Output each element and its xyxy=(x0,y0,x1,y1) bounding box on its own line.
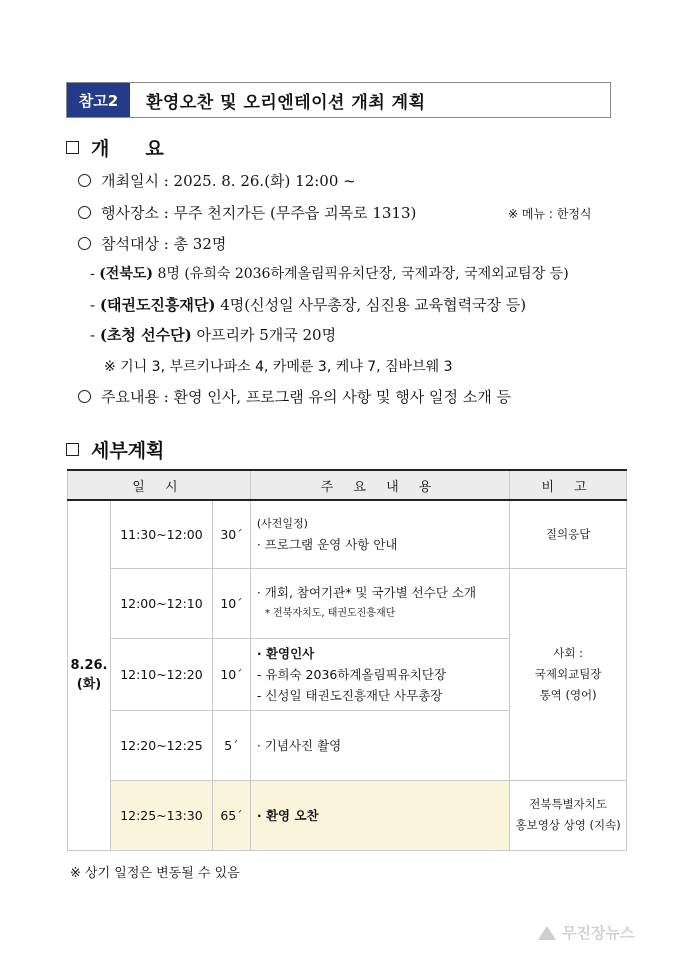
table-row: 12:10~12:20 10´ · 환영인사 - 유희숙 2036하계올림픽유치단장 - 신성일 태권도진흥재단 사무총장 xyxy=(68,638,627,710)
mountain-logo-icon xyxy=(538,926,556,940)
countries-breakdown: ※ 기니 3, 부르키나파소 4, 카메룬 3, 케냐 7, 짐바브웨 3 xyxy=(104,359,453,375)
attendees-athletes: - (초청 선수단) 아프리카 5개국 20명 xyxy=(90,326,337,344)
overview-date: 개최일시 : 2025. 8. 26.(화) 12:00 ~ xyxy=(78,170,356,191)
table-row: 12:20~12:25 5´ · 기념사진 촬영 xyxy=(68,710,627,780)
table-row-highlight: 12:25~13:30 65´ · 환영 오찬 전북특별자치도 홍보영상 상영 (지속) xyxy=(68,780,627,850)
date-cell: 8.26. (화) xyxy=(68,500,111,850)
watermark: 무진장뉴스 xyxy=(538,922,634,943)
shared-note-cell: 사회 : 국제외교팀장 통역 (영어) xyxy=(510,568,627,780)
menu-note: ※ 메뉴 : 한정식 xyxy=(508,207,592,221)
attendees-jeonbuk: - (전북도) 8명 (유희숙 2036하계올림픽유치단장, 국제과장, 국제외교팀장 등) xyxy=(90,266,569,282)
overview-heading: 개요 xyxy=(66,134,200,161)
table-header-row xyxy=(68,470,627,500)
schedule-table xyxy=(67,469,627,851)
footnote: ※ 상기 일정은 변동될 수 있음 xyxy=(70,866,240,881)
detail-heading: 세부계획 xyxy=(66,436,164,463)
col-content-header: 주 요 내 용 xyxy=(250,470,509,500)
square-bullet-icon xyxy=(66,443,79,456)
square-bullet-icon xyxy=(66,141,79,154)
reference-tag: 참고2 xyxy=(67,83,130,117)
overview-attendees: 참석대상 : 총 32명 xyxy=(78,233,226,254)
circle-bullet-icon xyxy=(78,237,91,250)
table-row: 12:00~12:10 10´ · 개회, 참여기관* 및 국가별 선수단 소개 * 전북자치도, 태권도진흥재단 사회 : 국제외교팀장 통역 (영어) xyxy=(68,568,627,638)
overview-content: 주요내용 : 환영 인사, 프로그램 유의 사항 및 행사 일정 소개 등 xyxy=(78,386,511,407)
reference-header xyxy=(66,82,611,118)
circle-bullet-icon xyxy=(78,390,91,403)
circle-bullet-icon xyxy=(78,206,91,219)
overview-venue: 행사장소 : 무주 천지가든 (무주읍 괴목로 1313) xyxy=(78,202,416,223)
col-note-header: 비 고 xyxy=(510,470,627,500)
attendees-foundation: - (태권도진흥재단) 4명(신성일 사무총장, 심진용 교육협력국장 등) xyxy=(90,296,527,314)
circle-bullet-icon xyxy=(78,174,91,187)
table-row: 8.26. (화) 11:30~12:00 30´ (사전일정) · 프로그램 운영 사항 안내 질의응답 xyxy=(68,500,627,568)
document-title: 환영오찬 및 오리엔테이션 개최 계획 xyxy=(146,92,426,113)
col-time-header: 일 시 xyxy=(68,470,251,500)
